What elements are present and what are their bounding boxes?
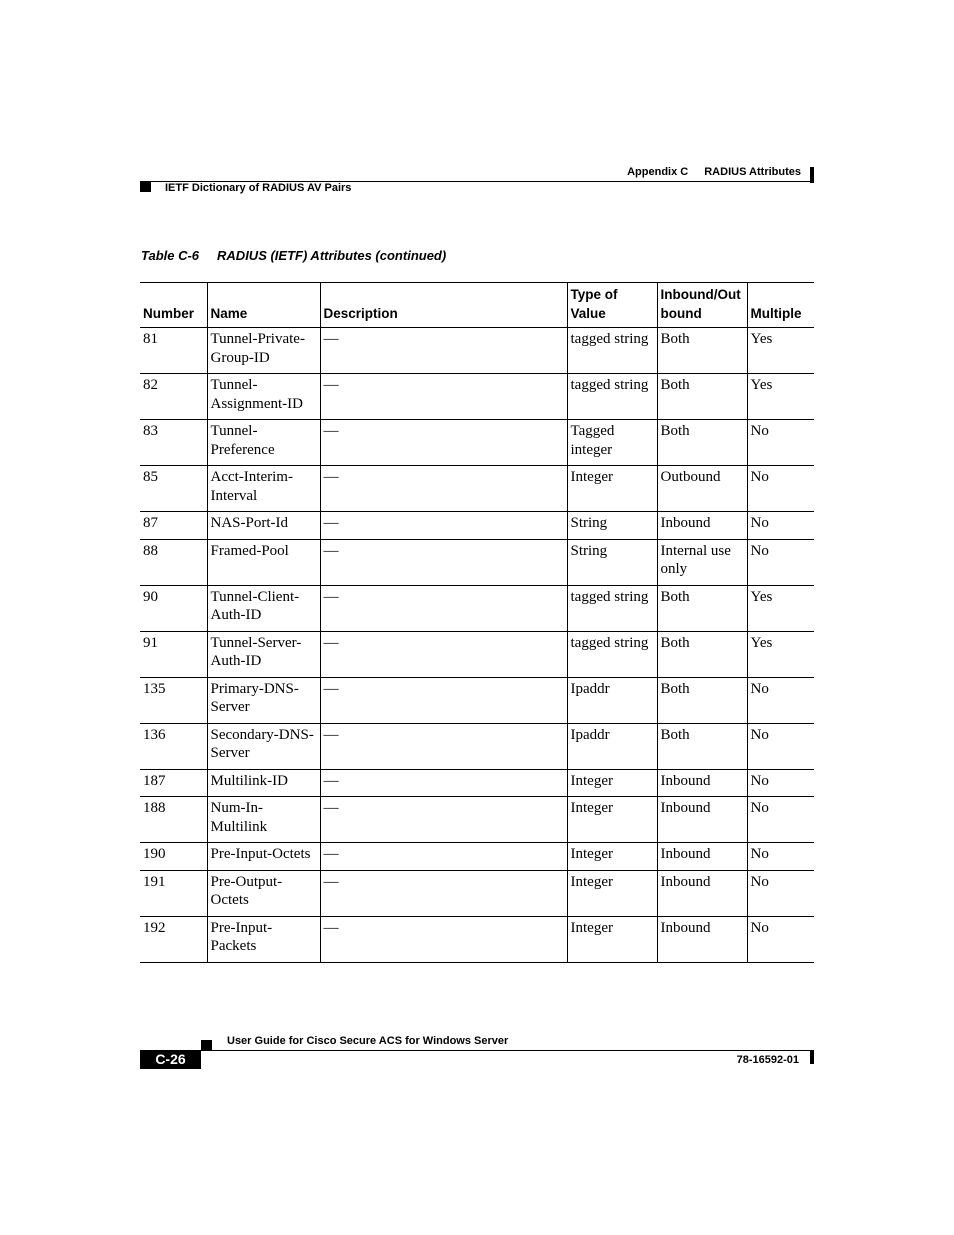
cell-type: tagged string <box>567 631 657 677</box>
cell-name: Pre-Input-Packets <box>207 916 320 962</box>
cell-name: Num-In-Multilink <box>207 797 320 843</box>
cell-direction: Inbound <box>657 797 747 843</box>
cell-type: Ipaddr <box>567 677 657 723</box>
cell-type: tagged string <box>567 328 657 374</box>
cell-number: 85 <box>140 466 207 512</box>
cell-direction: Both <box>657 374 747 420</box>
header-direction <box>657 283 747 328</box>
cell-description: — <box>320 512 567 540</box>
cell-direction: Both <box>657 677 747 723</box>
cell-direction: Inbound <box>657 769 747 797</box>
cell-type: Integer <box>567 769 657 797</box>
cell-type: String <box>567 512 657 540</box>
cell-description: — <box>320 539 567 585</box>
cell-direction: Inbound <box>657 870 747 916</box>
table-body <box>140 328 814 963</box>
cell-number: 81 <box>140 328 207 374</box>
cell-multiple: No <box>747 723 814 769</box>
cell-type: Integer <box>567 916 657 962</box>
cell-name: Primary-DNS-Server <box>207 677 320 723</box>
cell-multiple: No <box>747 539 814 585</box>
cell-type: Integer <box>567 466 657 512</box>
cell-name: Pre-Output-Octets <box>207 870 320 916</box>
cell-description: — <box>320 466 567 512</box>
cell-number: 187 <box>140 769 207 797</box>
cell-description: — <box>320 723 567 769</box>
cell-description: — <box>320 374 567 420</box>
cell-name: Tunnel-Preference <box>207 420 320 466</box>
cell-type: Integer <box>567 870 657 916</box>
cell-direction: Inbound <box>657 512 747 540</box>
header-number: Number <box>140 283 207 328</box>
cell-number: 83 <box>140 420 207 466</box>
table-caption <box>141 248 446 263</box>
cell-name: Framed-Pool <box>207 539 320 585</box>
cell-name: Pre-Input-Octets <box>207 843 320 871</box>
cell-name: Tunnel-Assignment-ID <box>207 374 320 420</box>
cell-multiple: Yes <box>747 328 814 374</box>
cell-name: Tunnel-Server-Auth-ID <box>207 631 320 677</box>
table-row <box>140 870 814 916</box>
header-type-line1: Type of <box>570 287 618 302</box>
cell-multiple: No <box>747 512 814 540</box>
header-description: Description <box>320 283 567 328</box>
cell-name: Tunnel-Private-Group-ID <box>207 328 320 374</box>
cell-number: 88 <box>140 539 207 585</box>
running-header-chapter <box>627 166 801 178</box>
table-row <box>140 723 814 769</box>
cell-direction: Both <box>657 631 747 677</box>
header-direction-line1: Inbound/Out <box>660 287 741 302</box>
cell-direction: Both <box>657 723 747 769</box>
cell-number: 91 <box>140 631 207 677</box>
cell-name: Multilink-ID <box>207 769 320 797</box>
table-row <box>140 843 814 871</box>
cell-type: Integer <box>567 797 657 843</box>
cell-multiple: No <box>747 797 814 843</box>
cell-type: Ipaddr <box>567 723 657 769</box>
cell-number: 188 <box>140 797 207 843</box>
cell-number: 190 <box>140 843 207 871</box>
cell-number: 136 <box>140 723 207 769</box>
cell-description: — <box>320 870 567 916</box>
cell-multiple: No <box>747 420 814 466</box>
cell-type: Tagged integer <box>567 420 657 466</box>
radius-attributes-table <box>140 282 814 963</box>
cell-name: Secondary-DNS-Server <box>207 723 320 769</box>
table-row <box>140 916 814 962</box>
cell-multiple: No <box>747 843 814 871</box>
cell-direction: Both <box>657 328 747 374</box>
table-row <box>140 420 814 466</box>
cell-multiple: No <box>747 466 814 512</box>
cell-multiple: No <box>747 677 814 723</box>
header-type <box>567 283 657 328</box>
table-row <box>140 585 814 631</box>
cell-multiple: No <box>747 870 814 916</box>
table-header-row <box>140 283 814 328</box>
cell-multiple: Yes <box>747 631 814 677</box>
header-section-marker <box>140 182 151 192</box>
table-row <box>140 539 814 585</box>
table-title: RADIUS (IETF) Attributes (continued) <box>217 248 447 263</box>
cell-description: — <box>320 585 567 631</box>
page-number: C-26 <box>140 1050 201 1069</box>
table-row <box>140 328 814 374</box>
table-row <box>140 797 814 843</box>
cell-description: — <box>320 631 567 677</box>
cell-description: — <box>320 769 567 797</box>
cell-direction: Outbound <box>657 466 747 512</box>
table-row <box>140 512 814 540</box>
cell-description: — <box>320 420 567 466</box>
cell-number: 192 <box>140 916 207 962</box>
cell-multiple: Yes <box>747 374 814 420</box>
cell-name: NAS-Port-Id <box>207 512 320 540</box>
cell-direction: Inbound <box>657 843 747 871</box>
cell-number: 135 <box>140 677 207 723</box>
table-row <box>140 374 814 420</box>
cell-multiple: No <box>747 916 814 962</box>
cell-number: 87 <box>140 512 207 540</box>
footer-rule <box>140 1050 814 1051</box>
header-direction-line2: bound <box>660 306 702 321</box>
cell-type: Integer <box>567 843 657 871</box>
header-type-line2: Value <box>570 306 606 321</box>
table-row <box>140 466 814 512</box>
cell-description: — <box>320 916 567 962</box>
header-multiple: Multiple <box>747 283 814 328</box>
table-row <box>140 677 814 723</box>
cell-type: String <box>567 539 657 585</box>
cell-number: 191 <box>140 870 207 916</box>
cell-description: — <box>320 843 567 871</box>
footer-tick <box>810 1050 814 1064</box>
cell-description: — <box>320 677 567 723</box>
document-number: 78-16592-01 <box>736 1054 799 1066</box>
cell-number: 82 <box>140 374 207 420</box>
header-name: Name <box>207 283 320 328</box>
cell-direction: Internal use only <box>657 539 747 585</box>
appendix-label: Appendix C <box>627 166 689 178</box>
cell-type: tagged string <box>567 585 657 631</box>
chapter-title: RADIUS Attributes <box>704 166 801 178</box>
cell-type: tagged string <box>567 374 657 420</box>
footer-marker <box>201 1040 212 1050</box>
cell-multiple: No <box>747 769 814 797</box>
table-label: Table C-6 <box>141 248 200 263</box>
cell-description: — <box>320 797 567 843</box>
cell-direction: Both <box>657 585 747 631</box>
section-title: IETF Dictionary of RADIUS AV Pairs <box>165 182 352 194</box>
cell-direction: Inbound <box>657 916 747 962</box>
cell-direction: Both <box>657 420 747 466</box>
cell-description: — <box>320 328 567 374</box>
table-row <box>140 769 814 797</box>
guide-title: User Guide for Cisco Secure ACS for Windows Server <box>227 1035 509 1047</box>
cell-number: 90 <box>140 585 207 631</box>
cell-multiple: Yes <box>747 585 814 631</box>
cell-name: Tunnel-Client-Auth-ID <box>207 585 320 631</box>
cell-name: Acct-Interim-Interval <box>207 466 320 512</box>
table-row <box>140 631 814 677</box>
